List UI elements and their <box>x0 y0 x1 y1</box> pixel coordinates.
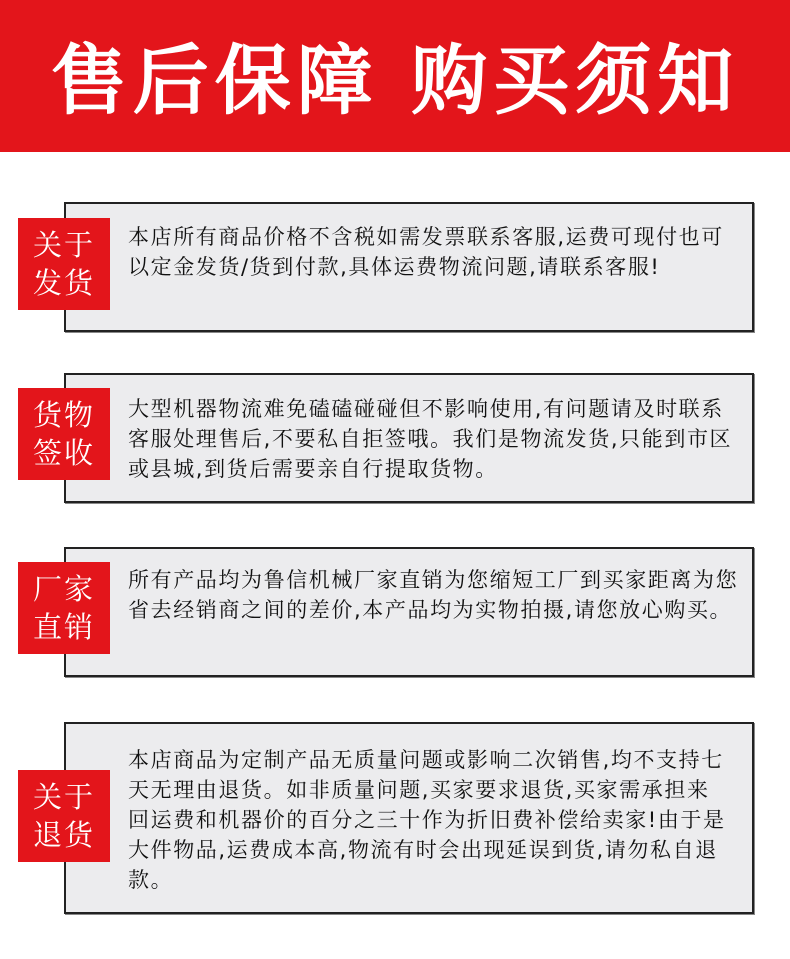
notice-tag-shipping <box>18 218 110 310</box>
notice-tag-receipt <box>18 388 110 480</box>
notice-tag-line1: 关于 <box>32 780 95 814</box>
notice-tag-line2: 退货 <box>32 818 95 852</box>
notice-text-direct-sales: 所有产品均为鲁信机械厂家直销为您缩短工厂到买家距离为您省去经销商之间的差价,本产品均为实物拍摄,请您放心购买。 <box>128 568 739 622</box>
notice-tag-line1: 货物 <box>32 398 95 432</box>
notice-tag-returns <box>18 770 110 862</box>
notice-tag-line2: 发货 <box>32 266 95 300</box>
notice-text-receipt: 大型机器物流难免磕磕碰碰但不影响使用,有问题请及时联系客服处理售后,不要私自拒签哦。我们是物流发货,只能到市区或县城,到货后需要亲自行提取货物。 <box>128 397 733 481</box>
notice-tag-line2: 直销 <box>32 610 95 644</box>
page-title: 售后保障 购买须知 <box>50 35 740 125</box>
notice-tag-line2: 签收 <box>32 436 95 470</box>
notice-tag-direct-sales <box>18 562 110 654</box>
notice-tag-line1: 厂家 <box>32 572 95 606</box>
header-banner <box>0 0 790 152</box>
notice-tag-line1: 关于 <box>32 228 95 262</box>
notice-text-returns: 本店商品为定制产品无质量问题或影响二次销售,均不支持七天无理由退货。如非质量问题,买家要求退货,买家需承担来回运费和机器价的百分之三十作为折旧费补偿给卖家!由于是大件物品,运费成本高,物流有时会出现延误到货,请勿私自退款。 <box>128 748 726 892</box>
notice-text-shipping: 本店所有商品价格不含税如需发票联系客服,运费可现付也可以定金发货/货到付款,具体运费物流问题,请联系客服! <box>128 225 724 279</box>
